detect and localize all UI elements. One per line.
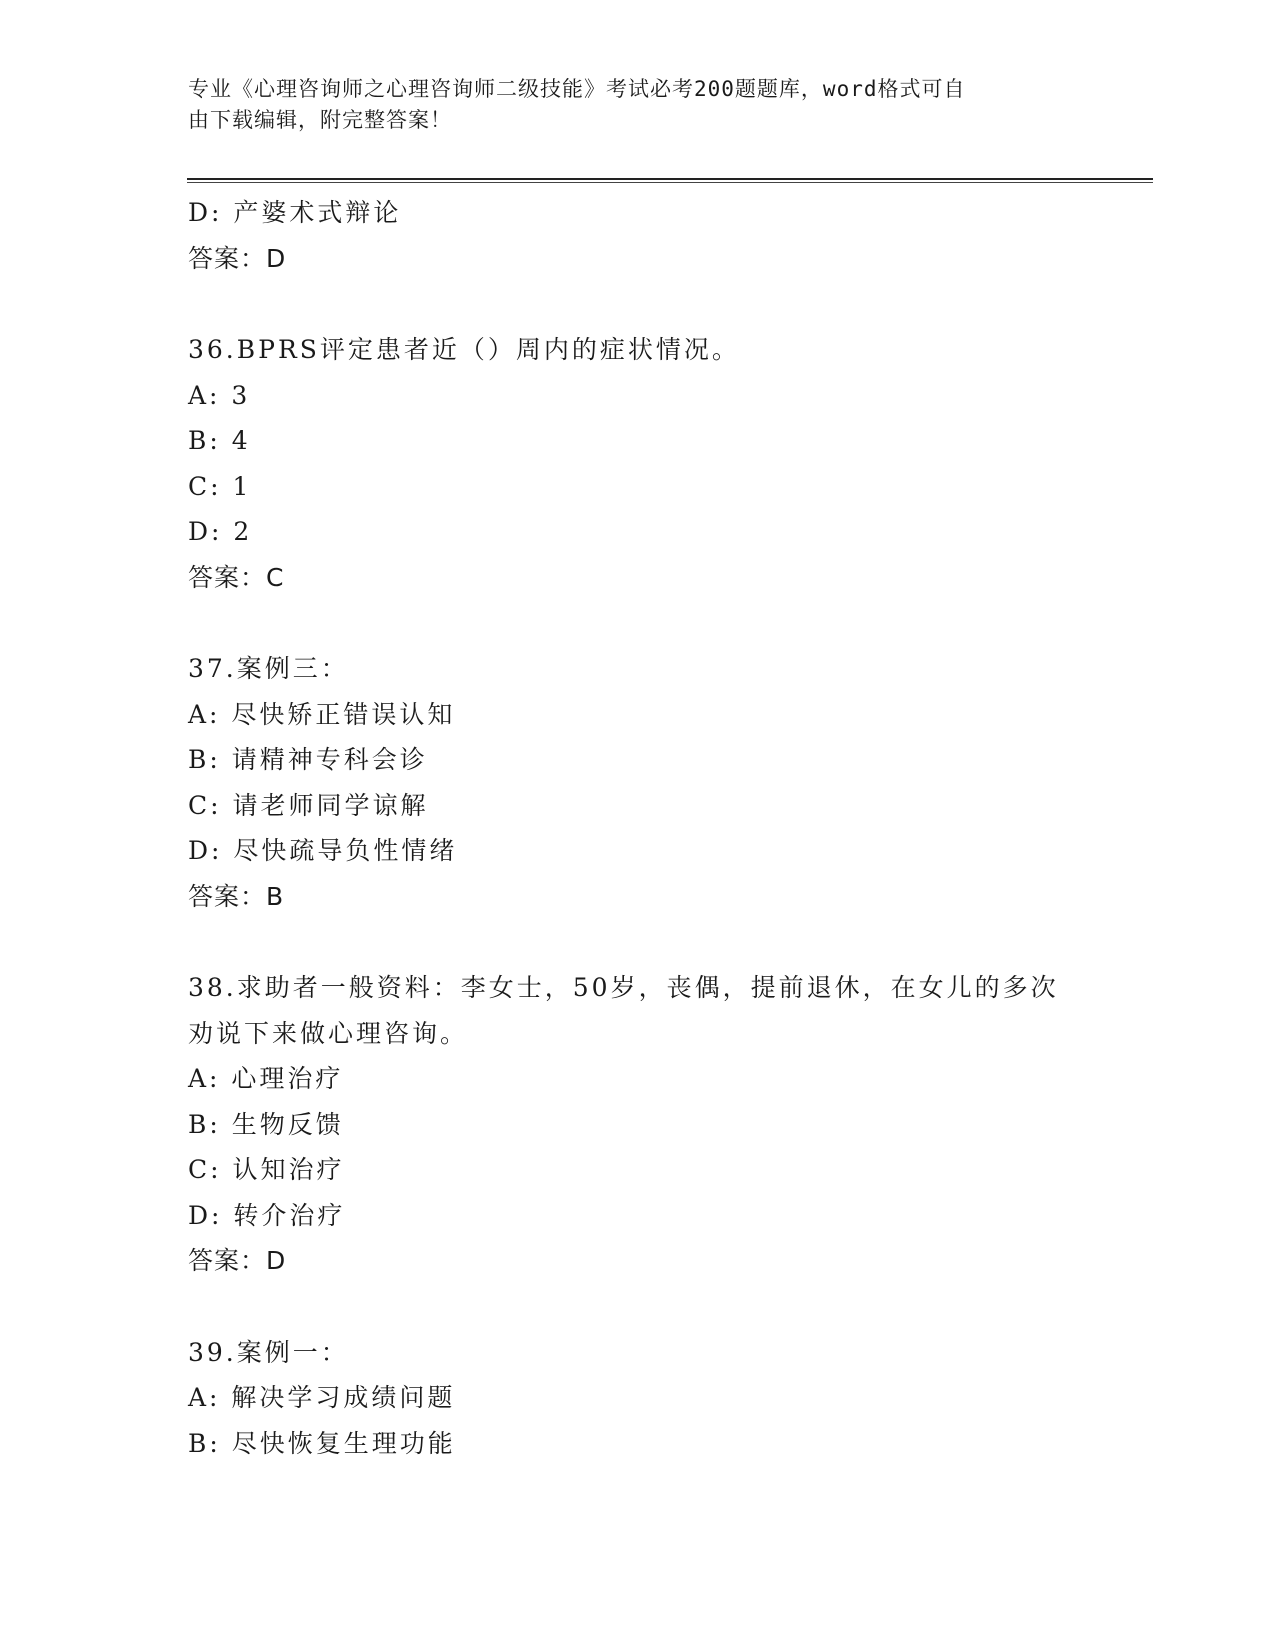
spacer	[188, 919, 1088, 965]
spacer	[188, 281, 1088, 327]
q36-option-b: B: 4	[188, 426, 251, 455]
q39-option-b: B: 尽快恢复生理功能	[188, 1428, 456, 1458]
q37-option-a: A: 尽快矫正错误认知	[188, 699, 456, 729]
header-line-1: 专业《心理咨询师之心理咨询师二级技能》考试必考200题题库，word格式可自	[188, 77, 966, 101]
q37-option-c: C: 请老师同学谅解	[188, 790, 429, 820]
document-header	[188, 74, 1068, 136]
q36-answer: 答案：C	[188, 562, 285, 592]
q36-option-d: D: 2	[188, 517, 253, 546]
q35-answer: 答案：D	[188, 243, 287, 273]
q38-question-line-1: 38.求助者一般资料：李女士，50岁，丧偶，提前退休，在女儿的多次	[188, 973, 1059, 1002]
q36-option-a: A: 3	[188, 380, 251, 410]
q38-answer: 答案：D	[188, 1246, 287, 1275]
header-divider-thick	[187, 178, 1153, 180]
header-line-2: 由下载编辑，附完整答案！	[188, 108, 452, 132]
q37-option-d: D: 尽快疏导负性情绪	[188, 836, 458, 865]
q38-option-c: C: 认知治疗	[188, 1155, 345, 1184]
q39-question: 39.案例一：	[188, 1337, 349, 1367]
header-divider-thin	[187, 182, 1153, 183]
q38-option-a: A: 心理治疗	[188, 1064, 344, 1093]
q38-option-b: B: 生物反馈	[188, 1109, 344, 1139]
q38-question-line-2: 劝说下来做心理咨询。	[188, 1018, 469, 1048]
spacer	[188, 600, 1088, 646]
spacer	[188, 1284, 1088, 1330]
q36-question: 36.BPRS评定患者近（）周内的症状情况。	[188, 335, 740, 364]
q36-option-c: C: 1	[188, 471, 252, 501]
q37-option-b: B: 请精神专科会诊	[188, 745, 428, 774]
q39-option-a: A: 解决学习成绩问题	[188, 1383, 456, 1412]
question-list	[188, 190, 1088, 1466]
q37-question: 37.案例三：	[188, 654, 349, 683]
q35-option-d: D: 产婆术式辩论	[188, 198, 402, 227]
q38-option-d: D: 转介治疗	[188, 1200, 346, 1230]
q37-answer: 答案：B	[188, 881, 285, 911]
